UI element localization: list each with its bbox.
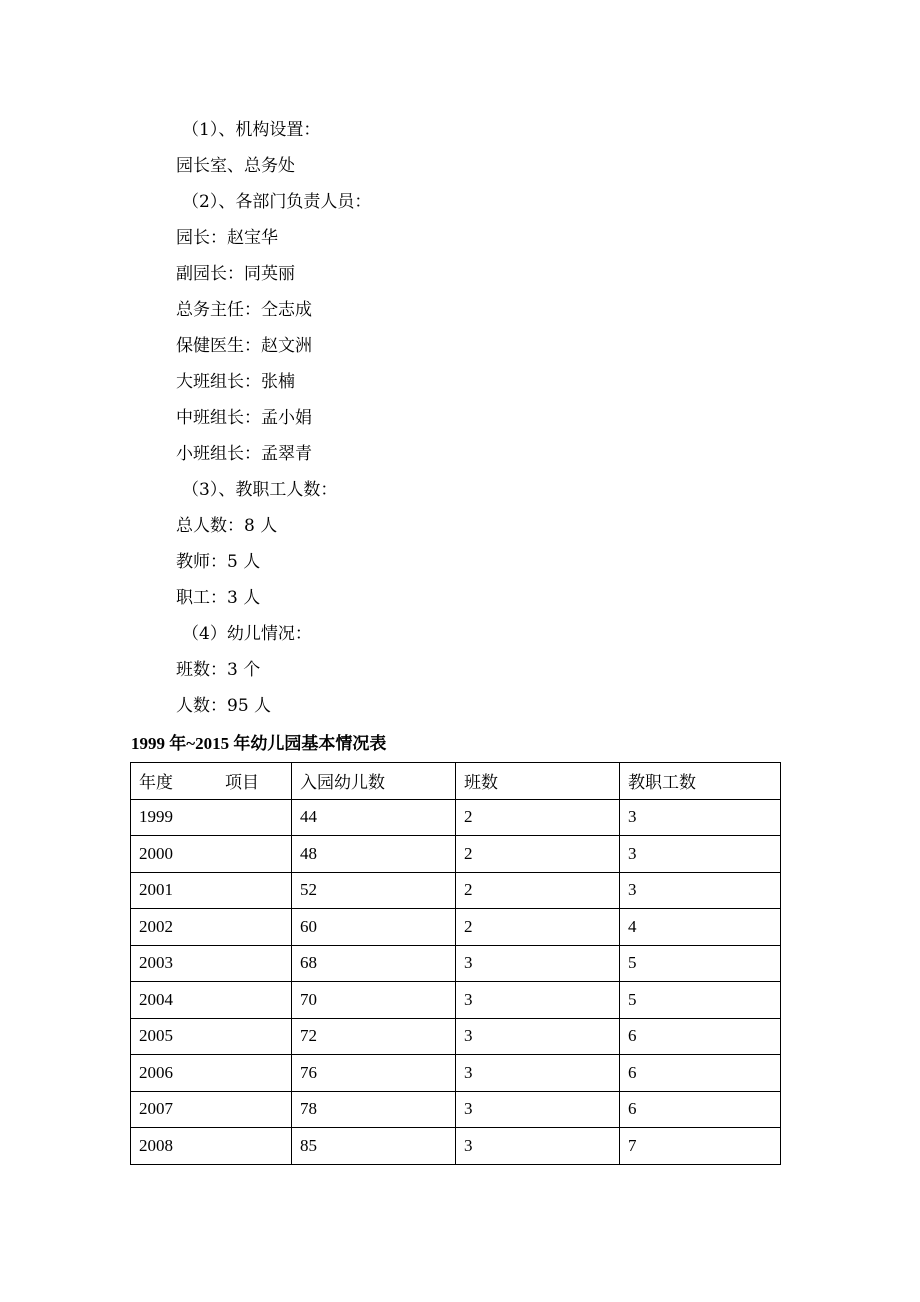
kindergarten-stats-table: [130, 762, 781, 1165]
cell-staff: 5: [620, 982, 781, 1019]
staff-person: [176, 263, 295, 285]
staff-role: 小班组长：: [176, 444, 261, 464]
staff-name: 赵宝华: [227, 228, 278, 248]
cell-staff: 5: [620, 945, 781, 982]
cell-enrolled: 52: [292, 872, 456, 909]
cell-year: 2004: [131, 982, 292, 1019]
cell-enrolled: 60: [292, 909, 456, 946]
cell-staff: 6: [620, 1018, 781, 1055]
employees-teachers: 教师：5 人: [176, 552, 261, 572]
cell-enrolled: 76: [292, 1055, 456, 1092]
table-row: [131, 1018, 781, 1055]
staff-person: [176, 335, 312, 357]
cell-staff: 3: [620, 836, 781, 873]
cell-classes: 3: [456, 982, 620, 1019]
cell-classes: 3: [456, 1091, 620, 1128]
header-classes: 班数: [456, 763, 620, 800]
table-row: [131, 1055, 781, 1092]
table-title: 1999 年~2015 年幼儿园基本情况表: [131, 734, 387, 753]
table-row: [131, 1128, 781, 1165]
staff-role: 大班组长：: [176, 372, 261, 392]
staff-role: 中班组长：: [176, 408, 261, 428]
staff-role: 保健医生：: [176, 336, 261, 356]
cell-classes: 2: [456, 836, 620, 873]
header-staff: 教职工数: [620, 763, 781, 800]
header-year: 年度: [139, 773, 173, 794]
cell-year: 2005: [131, 1018, 292, 1055]
staff-role: 副园长：: [176, 264, 244, 284]
cell-staff: 4: [620, 909, 781, 946]
cell-enrolled: 70: [292, 982, 456, 1019]
staff-role: 总务主任：: [176, 300, 261, 320]
cell-staff: 6: [620, 1091, 781, 1128]
table-header-row: [131, 763, 781, 800]
cell-classes: 3: [456, 1055, 620, 1092]
cell-staff: 6: [620, 1055, 781, 1092]
table-row: [131, 799, 781, 836]
staff-person: [176, 443, 312, 465]
cell-classes: 3: [456, 945, 620, 982]
cell-year: 2001: [131, 872, 292, 909]
employees-total: 总人数：8 人: [176, 516, 278, 536]
cell-year: 2006: [131, 1055, 292, 1092]
cell-year: 2008: [131, 1128, 292, 1165]
staff-name: 仝志成: [261, 300, 312, 320]
staff-person: [176, 371, 295, 393]
cell-year: 2007: [131, 1091, 292, 1128]
staff-person: [176, 407, 312, 429]
employees-heading: （3）、教职工人数：: [182, 480, 338, 500]
table-row: [131, 909, 781, 946]
cell-year: 1999: [131, 799, 292, 836]
cell-enrolled: 68: [292, 945, 456, 982]
cell-classes: 3: [456, 1128, 620, 1165]
children-heading: （4）幼儿情况：: [182, 624, 312, 644]
table-row: [131, 836, 781, 873]
staff-person: [176, 227, 278, 249]
cell-classes: 2: [456, 909, 620, 946]
staff-person: [176, 299, 312, 321]
staff-name: 赵文洲: [261, 336, 312, 356]
employees-workers: 职工：3 人: [176, 588, 261, 608]
cell-enrolled: 48: [292, 836, 456, 873]
table-row: [131, 1091, 781, 1128]
table-row: [131, 945, 781, 982]
staff-name: 同英丽: [244, 264, 295, 284]
cell-year: 2003: [131, 945, 292, 982]
cell-classes: 2: [456, 872, 620, 909]
table-row: [131, 872, 781, 909]
children-classes: 班数：3 个: [176, 660, 261, 680]
cell-classes: 3: [456, 1018, 620, 1055]
table-row: [131, 982, 781, 1019]
cell-staff: 3: [620, 872, 781, 909]
cell-enrolled: 72: [292, 1018, 456, 1055]
cell-classes: 2: [456, 799, 620, 836]
org-units: 园长室、总务处: [176, 156, 295, 176]
cell-year: 2002: [131, 909, 292, 946]
staff-heading: （2）、各部门负责人员：: [182, 192, 372, 212]
cell-enrolled: 78: [292, 1091, 456, 1128]
org-heading: （1）、机构设置：: [182, 120, 321, 140]
cell-staff: 7: [620, 1128, 781, 1165]
header-cell-year-item: [131, 763, 292, 800]
cell-enrolled: 44: [292, 799, 456, 836]
staff-name: 张楠: [261, 372, 295, 392]
cell-enrolled: 85: [292, 1128, 456, 1165]
cell-year: 2000: [131, 836, 292, 873]
staff-name: 孟翠青: [261, 444, 312, 464]
header-item: 项目: [225, 773, 259, 794]
children-count: 人数：95 人: [176, 696, 272, 716]
header-enrolled: 入园幼儿数: [292, 763, 456, 800]
staff-role: 园长：: [176, 228, 227, 248]
cell-staff: 3: [620, 799, 781, 836]
staff-name: 孟小娟: [261, 408, 312, 428]
